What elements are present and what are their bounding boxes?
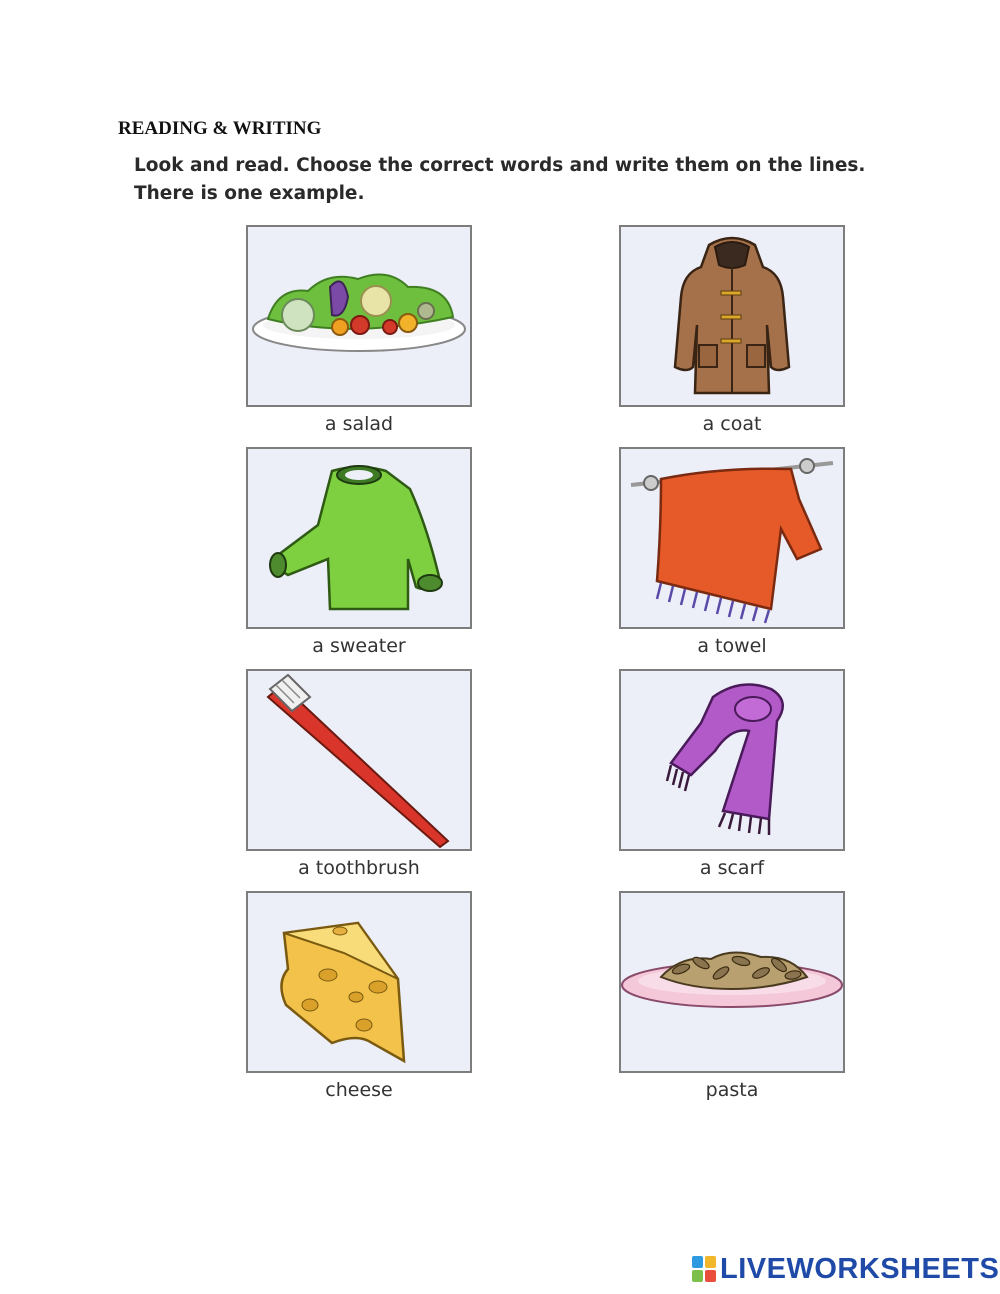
scarf-icon [621,671,843,849]
picture-card-scarf [619,669,845,879]
picture-frame [246,669,472,851]
logo-text: LIVEWORKSHEETS [720,1252,1000,1285]
caption: a towel [697,635,767,657]
instructions-line-1: Look and read. Choose the correct words and write them on the lines. [134,155,866,176]
coat-icon [621,227,843,405]
sweater-icon [248,449,470,627]
logo-square [692,1256,703,1268]
picture-card-coat [619,225,845,435]
picture-card-salad [246,225,472,435]
caption: a toothbrush [298,857,420,879]
picture-frame [619,447,845,629]
caption: a scarf [699,857,765,879]
instructions-line-2: There is one example. [134,183,365,204]
picture-frame [246,225,472,407]
caption: cheese [325,1079,393,1101]
cheese-icon [248,893,470,1071]
liveworksheets-logo [692,1252,999,1286]
pasta-icon [621,893,843,1071]
picture-card-toothbrush [246,669,472,879]
picture-frame [619,225,845,407]
picture-frame [619,669,845,851]
picture-frame [619,891,845,1073]
caption: a salad [324,413,394,435]
towel-icon [621,449,843,627]
picture-card-cheese [246,891,472,1101]
caption: a sweater [312,635,406,657]
instructions [134,152,934,208]
picture-card-pasta [619,891,845,1101]
logo-mark-icon [692,1256,716,1282]
picture-frame [246,891,472,1073]
caption: pasta [705,1079,759,1101]
logo-square [705,1256,716,1268]
picture-card-sweater [246,447,472,657]
toothbrush-icon [248,671,470,849]
picture-card-towel [619,447,845,657]
logo-square [705,1270,716,1282]
section-title: READING & WRITING [118,118,322,139]
logo-square [692,1270,703,1282]
salad-icon [248,227,470,405]
picture-frame [246,447,472,629]
caption: a coat [702,413,762,435]
